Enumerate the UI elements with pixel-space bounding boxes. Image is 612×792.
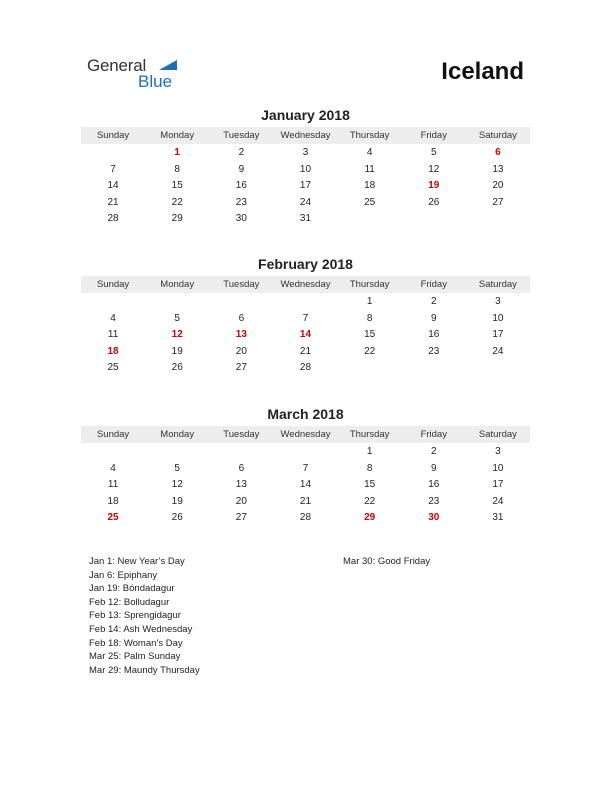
- day-cell: 27: [235, 512, 247, 524]
- day-cell: 27: [492, 196, 504, 208]
- day-cell: 23: [235, 196, 247, 208]
- day-cell: 5: [174, 462, 180, 474]
- day-cell: 4: [366, 147, 373, 158]
- day-cell: 26: [171, 512, 183, 524]
- day-cell: 8: [174, 163, 180, 175]
- holiday-day-cell: 12: [171, 329, 183, 341]
- day-cell: 2: [238, 147, 245, 158]
- holiday-day-cell: 14: [299, 329, 312, 341]
- holiday-item: Jan 19: Bóndadagur: [89, 583, 175, 595]
- day-cell: 17: [299, 180, 312, 192]
- day-cell: 13: [235, 479, 247, 491]
- holiday-item: Jan 1: New Year’s Day: [89, 556, 185, 567]
- week-row: [81, 294, 530, 311]
- day-cell: 1: [366, 446, 373, 457]
- holiday-day-cell: 19: [428, 180, 440, 192]
- day-cell: [81, 294, 145, 311]
- weekday-label: Saturday: [478, 429, 517, 440]
- day-cell: 18: [364, 180, 376, 192]
- day-cell: [209, 444, 273, 461]
- logo-word-blue: Blue: [138, 72, 173, 91]
- week-row: [81, 178, 530, 195]
- day-cell: [81, 145, 145, 162]
- day-cell: 25: [364, 196, 376, 208]
- day-cell: 11: [107, 479, 119, 491]
- day-cell: 31: [299, 213, 312, 225]
- weekday-label: Saturday: [478, 130, 517, 141]
- month-title: March 2018: [267, 406, 344, 422]
- weekday-label: Wednesday: [280, 279, 331, 290]
- day-cell: 25: [107, 362, 119, 374]
- day-cell: 22: [171, 196, 183, 208]
- holiday-day-cell: 29: [364, 512, 376, 524]
- day-cell: 9: [430, 462, 437, 474]
- day-cell: 31: [492, 512, 504, 524]
- day-cell: 4: [110, 462, 116, 474]
- holiday-list-left: [89, 555, 200, 677]
- day-cell: 16: [428, 479, 440, 491]
- weekday-label: Wednesday: [280, 130, 331, 141]
- day-cell: [402, 360, 466, 377]
- week-row: [81, 444, 530, 461]
- logo-word-general: General: [87, 56, 147, 75]
- weekday-label: Monday: [160, 130, 195, 141]
- day-cell: 26: [428, 196, 440, 208]
- day-cell: 21: [299, 495, 312, 507]
- day-cell: 10: [492, 462, 504, 474]
- weekday-label: Tuesday: [223, 279, 260, 290]
- day-cell: 28: [299, 512, 312, 524]
- weekday-label: Sunday: [96, 130, 130, 141]
- day-cell: 22: [364, 345, 376, 357]
- weekday-label: Sunday: [96, 429, 130, 440]
- week-row: [81, 461, 530, 478]
- weekday-label: Monday: [160, 429, 195, 440]
- day-cell: 1: [366, 296, 373, 307]
- weeks-grid: [81, 294, 530, 377]
- day-cell: 19: [171, 345, 183, 357]
- day-cell: 24: [299, 196, 312, 208]
- holiday-item: Mar 30: Good Friday: [343, 556, 431, 567]
- week-row: [81, 510, 530, 527]
- holiday-day-cell: 1: [174, 147, 180, 158]
- day-cell: 11: [107, 329, 119, 341]
- holiday-day-cell: 6: [495, 147, 501, 158]
- weekday-label: Friday: [420, 429, 447, 440]
- month-title: January 2018: [261, 107, 350, 123]
- holiday-day-cell: 30: [428, 512, 440, 524]
- week-row: [81, 145, 530, 162]
- holiday-day-cell: 18: [107, 345, 119, 357]
- week-row: [81, 494, 530, 511]
- day-cell: 3: [495, 446, 501, 457]
- day-cell: 5: [174, 312, 180, 324]
- generalblue-logo: [87, 56, 187, 92]
- day-cell: [145, 444, 209, 461]
- weekday-label: Monday: [160, 279, 195, 290]
- day-cell: [466, 211, 530, 228]
- holiday-item: Feb 13: Sprengidagur: [89, 610, 181, 622]
- weekday-header-row: [81, 276, 530, 293]
- weekday-label: Thursday: [349, 130, 390, 141]
- month-calendar-february: [81, 255, 530, 377]
- week-row: [81, 211, 530, 228]
- day-cell: 3: [302, 147, 309, 158]
- day-cell: 3: [495, 296, 501, 307]
- weekday-label: Saturday: [478, 279, 517, 290]
- holiday-list-right: [343, 555, 430, 569]
- week-row: [81, 360, 530, 377]
- week-row: [81, 195, 530, 212]
- day-cell: 15: [364, 329, 376, 341]
- day-cell: 10: [492, 312, 504, 324]
- day-cell: 5: [430, 147, 437, 158]
- day-cell: 24: [492, 345, 504, 357]
- day-cell: [209, 294, 273, 311]
- day-cell: 4: [110, 312, 116, 324]
- day-cell: 16: [235, 180, 247, 192]
- week-row: [81, 344, 530, 361]
- day-cell: 8: [366, 462, 373, 474]
- day-cell: 6: [238, 462, 245, 474]
- day-cell: 24: [492, 495, 504, 507]
- day-cell: 22: [364, 495, 376, 507]
- day-cell: 15: [171, 180, 183, 192]
- day-cell: [466, 360, 530, 377]
- holiday-item: Mar 25: Palm Sunday: [89, 651, 181, 663]
- day-cell: 16: [428, 329, 440, 341]
- holiday-item: Feb 18: Woman’s Day: [89, 637, 183, 649]
- weeks-grid: [81, 444, 530, 527]
- day-cell: 12: [171, 479, 183, 491]
- logo-triangle-icon: [159, 60, 177, 70]
- day-cell: 29: [171, 213, 183, 225]
- day-cell: 12: [428, 163, 440, 175]
- day-cell: 23: [428, 495, 440, 507]
- day-cell: 20: [235, 345, 247, 357]
- weekday-label: Wednesday: [280, 429, 331, 440]
- day-cell: 28: [107, 213, 119, 225]
- day-cell: [145, 294, 209, 311]
- day-cell: [81, 444, 145, 461]
- holiday-day-cell: 13: [235, 329, 247, 341]
- weekday-label: Tuesday: [223, 429, 260, 440]
- day-cell: 2: [430, 296, 437, 307]
- day-cell: 21: [299, 345, 312, 357]
- holiday-day-cell: 25: [107, 512, 119, 524]
- weekday-label: Tuesday: [223, 130, 260, 141]
- weekday-label: Thursday: [349, 429, 390, 440]
- day-cell: 30: [235, 213, 247, 225]
- day-cell: 23: [428, 345, 440, 357]
- weeks-grid: [81, 145, 530, 228]
- day-cell: 17: [492, 479, 504, 491]
- day-cell: 11: [364, 163, 375, 175]
- day-cell: [402, 211, 466, 228]
- weekday-label: Sunday: [96, 279, 130, 290]
- day-cell: 15: [364, 479, 376, 491]
- week-row: [81, 477, 530, 494]
- month-calendar-january: [81, 106, 530, 228]
- weekday-label: Thursday: [349, 279, 390, 290]
- weekday-label: Friday: [420, 279, 447, 290]
- day-cell: [273, 444, 337, 461]
- weekday-header-row: [81, 127, 530, 144]
- day-cell: 14: [107, 180, 119, 192]
- day-cell: 7: [302, 312, 309, 324]
- day-cell: 7: [110, 163, 116, 175]
- day-cell: 14: [299, 479, 312, 491]
- day-cell: [338, 211, 402, 228]
- day-cell: 6: [238, 312, 245, 324]
- weekday-label: Friday: [420, 130, 447, 141]
- day-cell: 21: [107, 196, 119, 208]
- week-row: [81, 311, 530, 328]
- day-cell: 28: [299, 362, 312, 374]
- day-cell: 19: [171, 495, 183, 507]
- country-title: Iceland: [441, 58, 524, 85]
- day-cell: 18: [107, 495, 119, 507]
- day-cell: 20: [492, 180, 504, 192]
- weekday-header-row: [81, 426, 530, 443]
- day-cell: 17: [492, 329, 504, 341]
- month-title: February 2018: [258, 256, 353, 272]
- day-cell: [338, 360, 402, 377]
- week-row: [81, 327, 530, 344]
- day-cell: [273, 294, 337, 311]
- holiday-item: Feb 12: Bolludagur: [89, 596, 170, 608]
- day-cell: 9: [238, 163, 245, 175]
- day-cell: 9: [430, 312, 437, 324]
- month-calendar-march: [81, 405, 530, 527]
- holiday-item: Jan 6: Epiphany: [89, 569, 158, 581]
- holiday-item: Mar 29: Maundy Thursday: [89, 664, 200, 676]
- day-cell: 2: [430, 446, 437, 457]
- week-row: [81, 162, 530, 179]
- day-cell: 8: [366, 312, 373, 324]
- day-cell: 10: [299, 163, 312, 175]
- day-cell: 27: [235, 362, 247, 374]
- holiday-item: Feb 14: Ash Wednesday: [89, 623, 193, 635]
- day-cell: 20: [235, 495, 247, 507]
- day-cell: 13: [492, 163, 504, 175]
- day-cell: 26: [171, 362, 183, 374]
- day-cell: 7: [302, 462, 309, 474]
